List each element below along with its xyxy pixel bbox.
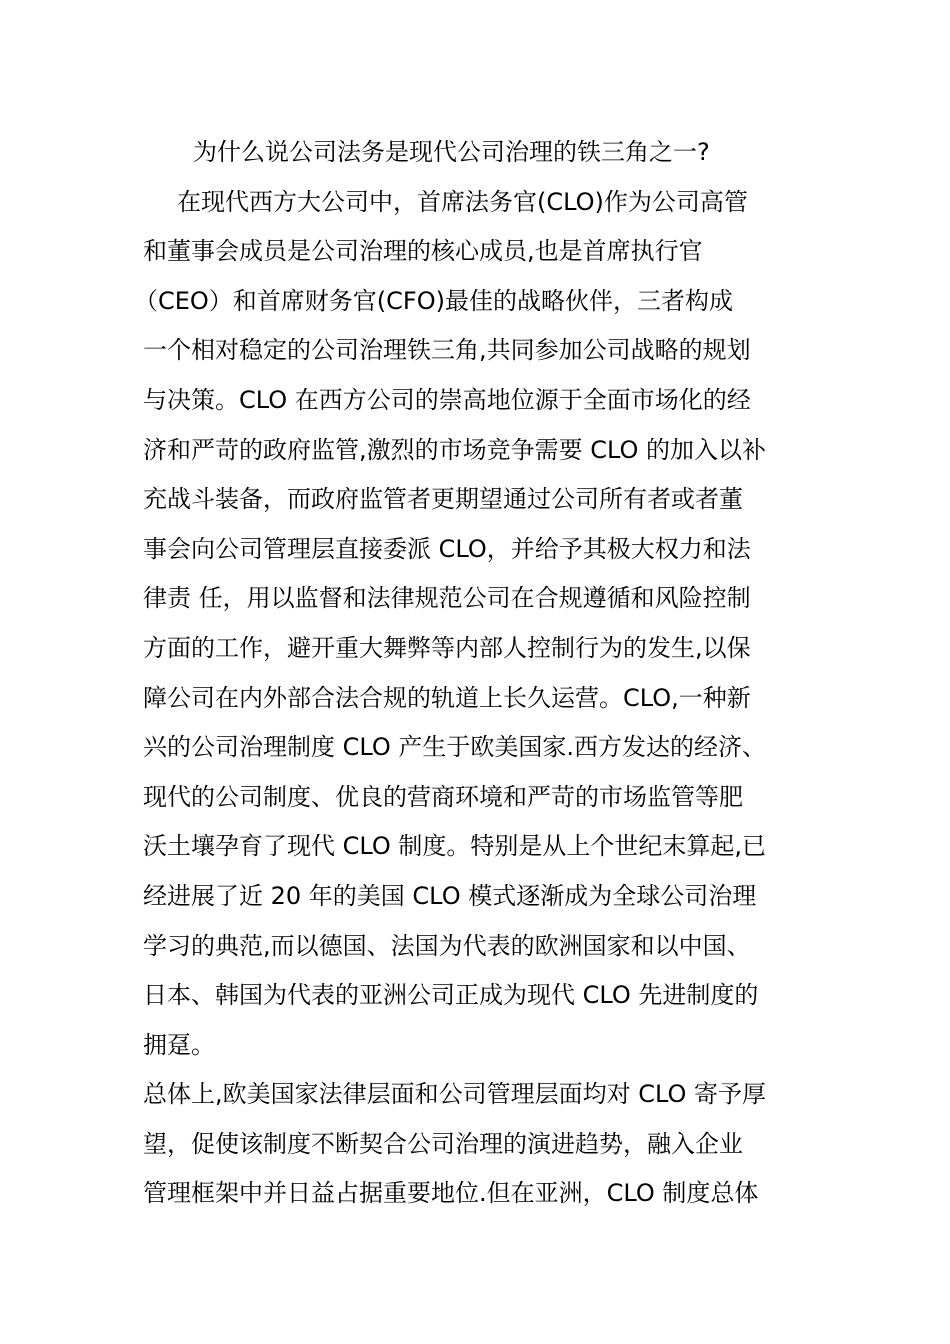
document-title: 为什么说公司法务是现代公司治理的铁三角之一? xyxy=(193,138,710,166)
paragraph-line: 一个相对稳定的公司治理铁三角,共同参加公司战略的规划 xyxy=(143,336,751,365)
paragraph-line: 经进展了近 20 年的美国 CLO 模式逐渐成为全球公司治理 xyxy=(143,881,757,910)
paragraph-line: 律责 任，用以监督和法律规范公司在合规遵循和风险控制 xyxy=(143,584,751,613)
paragraph-line: 兴的公司治理制度 CLO 产生于欧美国家.西方发达的经济、 xyxy=(143,733,767,762)
paragraph-line: 和董事会成员是公司治理的核心成员,也是首席执行官 xyxy=(143,237,703,266)
paragraph-1 xyxy=(134,178,808,1071)
paragraph-line: 望，促使该制度不断契合公司治理的演进趋势，融入企业 xyxy=(143,1129,743,1158)
paragraph-line: 总体上,欧美国家法律层面和公司管理层面均对 CLO 寄予厚 xyxy=(143,1080,767,1109)
paragraph-line: 拥趸。 xyxy=(143,1030,215,1059)
paragraph-line: 日本、韩国为代表的亚洲公司正成为现代 CLO 先进制度的 xyxy=(143,981,759,1010)
paragraph-line: 沃土壤孕育了现代 CLO 制度。特别是从上个世纪末算起,已 xyxy=(143,832,767,861)
paragraph-2 xyxy=(143,1070,808,1219)
paragraph-line: 济和严苛的政府监管,激烈的市场竞争需要 CLO 的加入以补 xyxy=(143,435,767,464)
paragraph-line: 与决策。CLO 在西方公司的崇高地位源于全面市场化的经 xyxy=(143,385,751,414)
paragraph-line: 学习的典范,而以德国、法国为代表的欧洲国家和以中国、 xyxy=(143,931,751,960)
paragraph-line: 方面的工作，避开重大舞弊等内部人控制行为的发生,以保 xyxy=(143,633,751,662)
document-body xyxy=(134,128,808,1219)
paragraph-line: 充战斗装备，而政府监管者更期望通过公司所有者或者董 xyxy=(143,485,743,514)
paragraph-line: 管理框架中并日益占据重要地位.但在亚洲，CLO 制度总体 xyxy=(143,1179,759,1208)
paragraph-line: 事会向公司管理层直接委派 CLO，并给予其极大权力和法 xyxy=(143,534,751,563)
paragraph-line: 在现代西方大公司中，首席法务官(CLO)作为公司高管 xyxy=(177,187,748,216)
paragraph-line: 现代的公司制度、优良的营商环境和严苛的市场监管等肥 xyxy=(143,782,743,811)
paragraph-line: （CEO）和首席财务官(CFO)最佳的战略伙伴，三者构成 xyxy=(134,286,733,315)
paragraph-line: 障公司在内外部合法合规的轨道上长久运营。CLO,一种新 xyxy=(143,683,751,712)
